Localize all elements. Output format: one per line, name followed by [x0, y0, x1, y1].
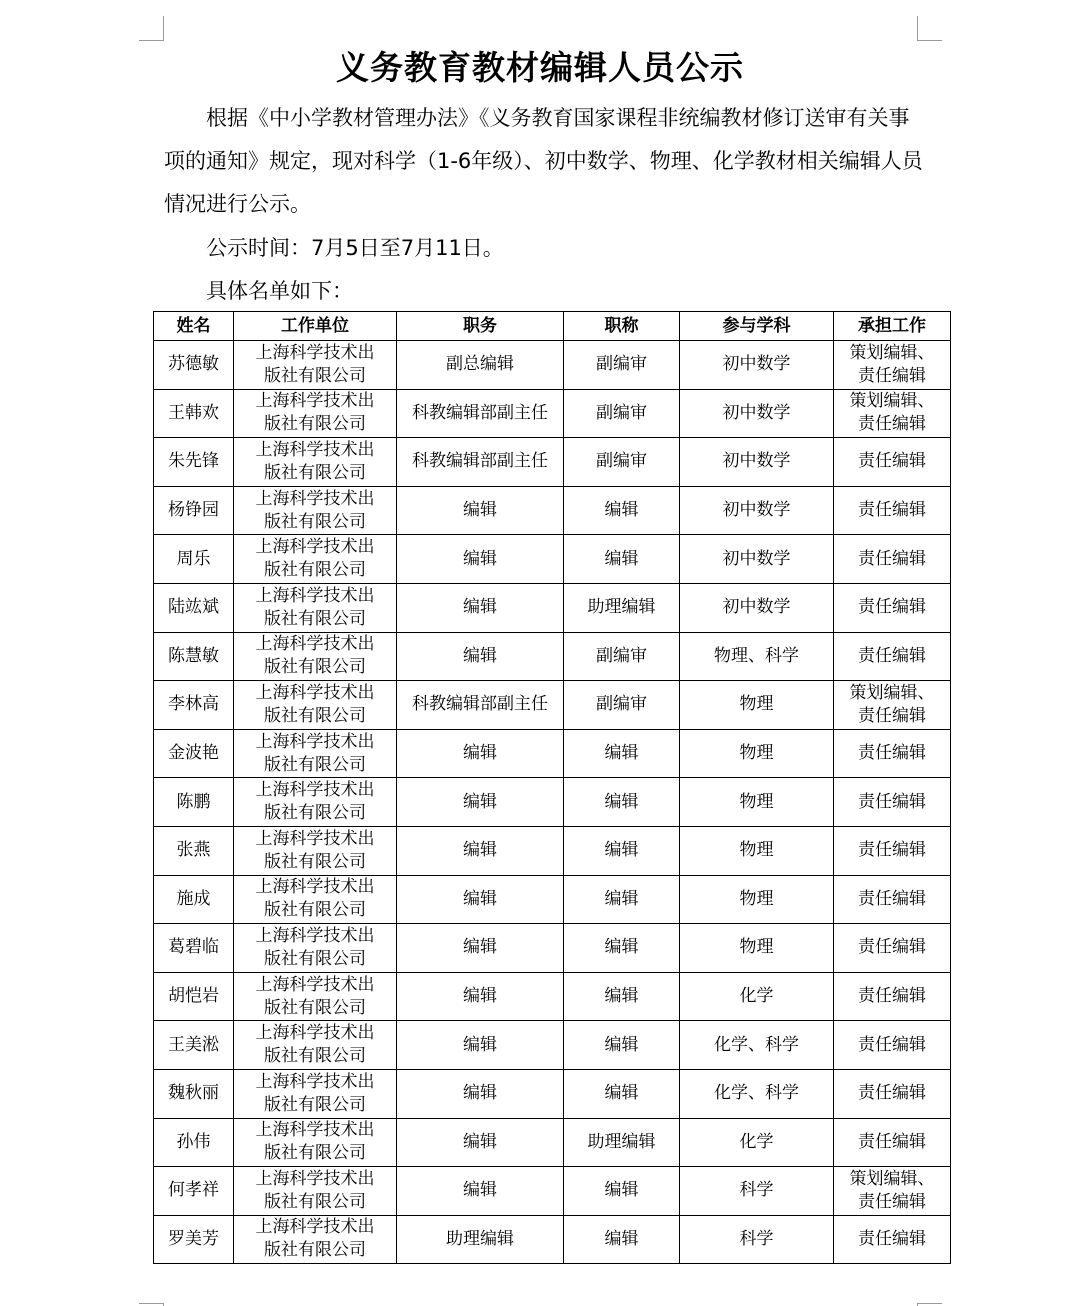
cell-title: 编辑: [564, 1215, 680, 1264]
cell-work-line: 责任编辑: [858, 705, 926, 726]
cell-work: [834, 875, 951, 924]
cell-unit-line: 上海科学技术出: [255, 780, 375, 801]
cell-work: [834, 1069, 951, 1118]
cell-work-line: 责任编辑: [858, 1083, 926, 1104]
cell-unit-line: 上海科学技术出: [255, 925, 375, 946]
cell-unit-line: 版社有限公司: [264, 1240, 366, 1261]
cell-unit-line: 版社有限公司: [264, 948, 366, 969]
cell-name: 陆竑斌: [154, 583, 234, 632]
cell-position: 编辑: [397, 924, 564, 973]
cell-unit-line: 上海科学技术出: [255, 1217, 375, 1238]
cell-work-line: 责任编辑: [858, 451, 926, 472]
cell-work-line: 策划编辑、: [849, 391, 935, 412]
cell-position: 科教编辑部副主任: [397, 438, 564, 487]
cell-position: 编辑: [397, 972, 564, 1021]
header-position: 职务: [397, 312, 564, 341]
cell-unit-line: 版社有限公司: [264, 560, 366, 581]
cell-work: [834, 778, 951, 827]
cell-title: 副编审: [564, 389, 680, 438]
cell-position: 编辑: [397, 1069, 564, 1118]
cell-work: [834, 729, 951, 778]
cell-work: [834, 681, 951, 730]
cell-unit-line: 版社有限公司: [264, 851, 366, 872]
table-row: [154, 1069, 951, 1118]
cell-work-line: 责任编辑: [858, 414, 926, 435]
cell-unit-line: 版社有限公司: [264, 365, 366, 386]
table-row: [154, 1215, 951, 1264]
cell-unit: [234, 1167, 397, 1216]
cell-name: 杨铮园: [154, 486, 234, 535]
cell-title: 助理编辑: [564, 583, 680, 632]
cell-position: 编辑: [397, 535, 564, 584]
cell-subject: 物理: [680, 729, 834, 778]
cell-work-line: 责任编辑: [858, 743, 926, 764]
cell-title: 副编审: [564, 341, 680, 390]
cell-name: 王美淞: [154, 1021, 234, 1070]
cell-work-line: 责任编辑: [858, 645, 926, 666]
cell-unit-line: 上海科学技术出: [255, 1023, 375, 1044]
table-row: [154, 1118, 951, 1167]
cell-subject: 物理: [680, 875, 834, 924]
cell-unit-line: 上海科学技术出: [255, 634, 375, 655]
cell-work: [834, 972, 951, 1021]
cell-unit-line: 版社有限公司: [264, 1094, 366, 1115]
cell-name: 陈鹏: [154, 778, 234, 827]
cell-unit-line: 上海科学技术出: [255, 488, 375, 509]
cell-unit-line: 上海科学技术出: [255, 391, 375, 412]
cell-work-line: 策划编辑、: [849, 1168, 935, 1189]
cell-unit: [234, 389, 397, 438]
cell-subject: 物理、科学: [680, 632, 834, 681]
crop-mark-top-right: [917, 16, 942, 41]
cell-unit-line: 上海科学技术出: [255, 682, 375, 703]
cell-subject: 物理: [680, 826, 834, 875]
cell-work: [834, 486, 951, 535]
cell-name: 何孝祥: [154, 1167, 234, 1216]
cell-name: 王韩欢: [154, 389, 234, 438]
cell-unit-line: 上海科学技术出: [255, 877, 375, 898]
cell-work: [834, 1167, 951, 1216]
table-header-row: [154, 312, 951, 341]
cell-unit-line: 上海科学技术出: [255, 974, 375, 995]
cell-unit: [234, 924, 397, 973]
cell-work-line: 责任编辑: [858, 1191, 926, 1212]
cell-name: 苏德敏: [154, 341, 234, 390]
cell-unit: [234, 632, 397, 681]
cell-position: 编辑: [397, 729, 564, 778]
cell-position: 编辑: [397, 1118, 564, 1167]
cell-name: 魏秋丽: [154, 1069, 234, 1118]
cell-work: [834, 632, 951, 681]
cell-unit: [234, 778, 397, 827]
table-row: [154, 826, 951, 875]
cell-subject: 物理: [680, 924, 834, 973]
cell-position: 编辑: [397, 1167, 564, 1216]
crop-mark-top-left: [139, 16, 164, 41]
cell-name: 朱先锋: [154, 438, 234, 487]
header-work: 承担工作: [834, 312, 951, 341]
cell-unit-line: 上海科学技术出: [255, 828, 375, 849]
cell-subject: 初中数学: [680, 535, 834, 584]
table-row: [154, 438, 951, 487]
cell-position: 编辑: [397, 583, 564, 632]
cell-title: 助理编辑: [564, 1118, 680, 1167]
cell-title: 编辑: [564, 535, 680, 584]
cell-subject: 化学、科学: [680, 1021, 834, 1070]
header-title: 职称: [564, 312, 680, 341]
cell-work-line: 责任编辑: [858, 597, 926, 618]
cell-work: [834, 1215, 951, 1264]
cell-name: 孙伟: [154, 1118, 234, 1167]
cell-subject: 科学: [680, 1167, 834, 1216]
cell-position: 编辑: [397, 486, 564, 535]
cell-unit-line: 版社有限公司: [264, 1191, 366, 1212]
cell-unit: [234, 486, 397, 535]
cell-unit-line: 上海科学技术出: [255, 439, 375, 460]
cell-unit: [234, 1069, 397, 1118]
table-row: [154, 389, 951, 438]
table-row: [154, 583, 951, 632]
cell-title: 编辑: [564, 1021, 680, 1070]
cell-unit-line: 版社有限公司: [264, 608, 366, 629]
cell-unit-line: 上海科学技术出: [255, 585, 375, 606]
cell-unit-line: 版社有限公司: [264, 705, 366, 726]
cell-unit: [234, 1021, 397, 1070]
cell-work-line: 策划编辑、: [849, 682, 935, 703]
cell-title: 编辑: [564, 778, 680, 827]
cell-work-line: 责任编辑: [858, 888, 926, 909]
cell-subject: 初中数学: [680, 438, 834, 487]
table-row: [154, 632, 951, 681]
cell-unit: [234, 583, 397, 632]
cell-subject: 初中数学: [680, 389, 834, 438]
cell-work-line: 责任编辑: [858, 365, 926, 386]
cell-unit: [234, 1118, 397, 1167]
cell-subject: 初中数学: [680, 583, 834, 632]
document-title: 义务教育教材编辑人员公示: [336, 48, 744, 87]
cell-work: [834, 341, 951, 390]
table-row: [154, 778, 951, 827]
cell-name: 李林高: [154, 681, 234, 730]
cell-subject: 化学、科学: [680, 1069, 834, 1118]
table-body: [154, 341, 951, 1264]
table-row: [154, 1167, 951, 1216]
list-intro: 具体名单如下：: [206, 279, 353, 303]
cell-unit: [234, 341, 397, 390]
cell-unit: [234, 681, 397, 730]
cell-work-line: 责任编辑: [858, 1228, 926, 1249]
cell-name: 葛碧临: [154, 924, 234, 973]
cell-name: 施成: [154, 875, 234, 924]
cell-unit-line: 版社有限公司: [264, 803, 366, 824]
cell-work: [834, 924, 951, 973]
cell-unit: [234, 826, 397, 875]
table-row: [154, 1021, 951, 1070]
cell-title: 编辑: [564, 1069, 680, 1118]
cell-work: [834, 1118, 951, 1167]
cell-unit: [234, 1215, 397, 1264]
cell-subject: 化学: [680, 1118, 834, 1167]
table-row: [154, 924, 951, 973]
cell-unit: [234, 972, 397, 1021]
cell-position: 助理编辑: [397, 1215, 564, 1264]
cell-unit-line: 上海科学技术出: [255, 1071, 375, 1092]
cell-unit-line: 版社有限公司: [264, 900, 366, 921]
cell-name: 胡恺岩: [154, 972, 234, 1021]
cell-unit-line: 上海科学技术出: [255, 537, 375, 558]
cell-position: 编辑: [397, 1021, 564, 1070]
cell-unit-line: 版社有限公司: [264, 462, 366, 483]
cell-title: 编辑: [564, 826, 680, 875]
cell-unit-line: 版社有限公司: [264, 1046, 366, 1067]
cell-unit-line: 上海科学技术出: [255, 1120, 375, 1141]
cell-subject: 科学: [680, 1215, 834, 1264]
cell-unit-line: 上海科学技术出: [255, 1168, 375, 1189]
cell-title: 编辑: [564, 972, 680, 1021]
cell-subject: 化学: [680, 972, 834, 1021]
cell-subject: 初中数学: [680, 341, 834, 390]
table-row: [154, 486, 951, 535]
header-subject: 参与学科: [680, 312, 834, 341]
table-row: [154, 535, 951, 584]
cell-unit-line: 版社有限公司: [264, 997, 366, 1018]
cell-position: 编辑: [397, 826, 564, 875]
cell-work-line: 责任编辑: [858, 548, 926, 569]
cell-subject: 物理: [680, 681, 834, 730]
cell-unit: [234, 535, 397, 584]
cell-name: 张燕: [154, 826, 234, 875]
cell-position: 科教编辑部副主任: [397, 389, 564, 438]
cell-unit-line: 版社有限公司: [264, 414, 366, 435]
cell-subject: 初中数学: [680, 486, 834, 535]
cell-title: 编辑: [564, 729, 680, 778]
notice-period: 公示时间：7月5日至7月11日。: [206, 236, 504, 260]
cell-title: 编辑: [564, 924, 680, 973]
cell-work: [834, 438, 951, 487]
header-unit: 工作单位: [234, 312, 397, 341]
cell-title: 编辑: [564, 1167, 680, 1216]
intro-paragraph: 根据《中小学教材管理办法》《义务教育国家课程非统编教材修订送审有关事项的通知》规定，现对科学（1-6年级）、初中数学、物理、化学教材相关编辑人员情况进行公示。: [164, 106, 923, 216]
cell-title: 副编审: [564, 438, 680, 487]
table-row: [154, 341, 951, 390]
cell-unit-line: 版社有限公司: [264, 1143, 366, 1164]
cell-unit: [234, 875, 397, 924]
table-row: [154, 729, 951, 778]
cell-work-line: 责任编辑: [858, 840, 926, 861]
cell-unit-line: 上海科学技术出: [255, 342, 375, 363]
cell-work: [834, 389, 951, 438]
table-row: [154, 972, 951, 1021]
cell-title: 编辑: [564, 875, 680, 924]
staff-table: [153, 311, 951, 1264]
header-name: 姓名: [154, 312, 234, 341]
cell-unit-line: 版社有限公司: [264, 657, 366, 678]
table-row: [154, 875, 951, 924]
cell-work-line: 责任编辑: [858, 500, 926, 521]
cell-unit: [234, 438, 397, 487]
cell-name: 陈慧敏: [154, 632, 234, 681]
cell-position: 副总编辑: [397, 341, 564, 390]
cell-title: 副编审: [564, 632, 680, 681]
cell-subject: 物理: [680, 778, 834, 827]
cell-unit: [234, 729, 397, 778]
cell-work-line: 责任编辑: [858, 1131, 926, 1152]
cell-position: 编辑: [397, 632, 564, 681]
cell-work: [834, 1021, 951, 1070]
cell-title: 副编审: [564, 681, 680, 730]
cell-work-line: 责任编辑: [858, 791, 926, 812]
cell-unit-line: 上海科学技术出: [255, 731, 375, 752]
cell-name: 金波艳: [154, 729, 234, 778]
cell-position: 编辑: [397, 778, 564, 827]
cell-position: 科教编辑部副主任: [397, 681, 564, 730]
cell-name: 周乐: [154, 535, 234, 584]
cell-unit-line: 版社有限公司: [264, 754, 366, 775]
cell-title: 编辑: [564, 486, 680, 535]
cell-name: 罗美芳: [154, 1215, 234, 1264]
cell-work-line: 责任编辑: [858, 937, 926, 958]
cell-work: [834, 535, 951, 584]
cell-position: 编辑: [397, 875, 564, 924]
table-row: [154, 681, 951, 730]
cell-work-line: 责任编辑: [858, 986, 926, 1007]
cell-unit-line: 版社有限公司: [264, 511, 366, 532]
cell-work-line: 责任编辑: [858, 1034, 926, 1055]
cell-work: [834, 583, 951, 632]
cell-work: [834, 826, 951, 875]
cell-work-line: 策划编辑、: [849, 342, 935, 363]
